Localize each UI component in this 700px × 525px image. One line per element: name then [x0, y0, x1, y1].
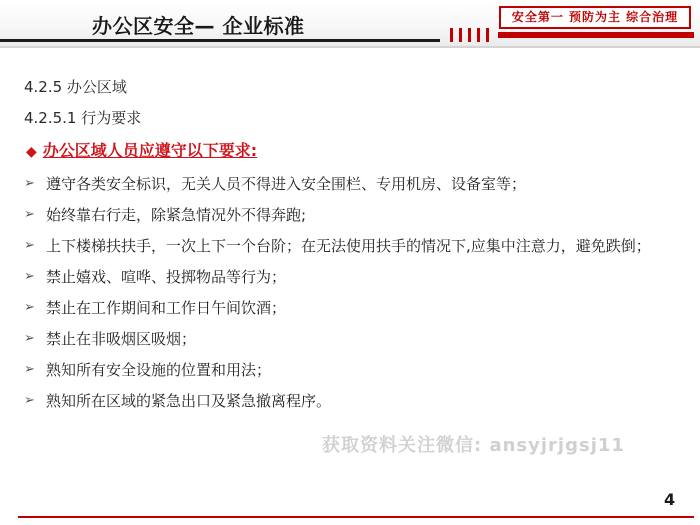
- list-item: [24, 327, 684, 351]
- requirements-headline: [26, 140, 257, 163]
- slide-title: 办公区安全— 企业标准: [92, 14, 305, 38]
- list-item-text: 禁止在工作期间和工作日午间饮酒；: [46, 299, 287, 317]
- chevron-right-icon: ➢: [24, 362, 35, 377]
- watermark: 获取资料关注微信: ansyjrjgsj11: [322, 435, 625, 456]
- section-heading: 4.2.5 办公区域: [24, 78, 127, 96]
- subsection-heading: 4.2.5.1 行为要求: [24, 109, 142, 127]
- chevron-right-icon: ➢: [24, 331, 35, 346]
- list-item: [24, 389, 684, 413]
- list-item: [24, 358, 684, 382]
- list-item-text: 熟知所有安全设施的位置和用法；: [46, 361, 272, 379]
- requirements-list: [24, 172, 684, 420]
- chevron-right-icon: ➢: [24, 269, 35, 284]
- headline-text: 办公区域人员应遵守以下要求:: [42, 141, 258, 160]
- list-item: [24, 265, 684, 289]
- header-shadow: [0, 46, 700, 48]
- safety-slogan: 安全第一 预防为主 综合治理: [499, 6, 691, 29]
- diamond-bullet-icon: ◆: [26, 144, 37, 160]
- slogan-underline: [498, 32, 694, 38]
- chevron-right-icon: ➢: [24, 207, 35, 222]
- chevron-right-icon: ➢: [24, 176, 35, 191]
- chevron-right-icon: ➢: [24, 300, 35, 315]
- list-item-text: 熟知所在区域的紧急出口及紧急撤离程序。: [46, 392, 332, 410]
- slide-header: [0, 0, 700, 48]
- list-item-text: 遵守各类安全标识，无关人员不得进入安全围栏、专用机房、设备室等；: [46, 175, 527, 193]
- list-item-text: 上下楼梯扶扶手，一次上下一个台阶；在无法使用扶手的情况下,应集中注意力，避免跌倒；: [46, 237, 651, 255]
- list-item: [24, 234, 684, 258]
- list-item: [24, 172, 684, 196]
- footer-rule: [18, 516, 694, 518]
- chevron-right-icon: ➢: [24, 393, 35, 408]
- chevron-right-icon: ➢: [24, 238, 35, 253]
- list-item: [24, 203, 684, 227]
- list-item-text: 禁止嬉戏、喧哗、投掷物品等行为；: [46, 268, 287, 286]
- list-item-text: 禁止在非吸烟区吸烟；: [46, 330, 197, 348]
- header-divider: [0, 39, 440, 42]
- list-item-text: 始终靠右行走，除紧急情况外不得奔跑;: [46, 206, 307, 224]
- list-item: [24, 296, 684, 320]
- page-number: 4: [664, 490, 676, 509]
